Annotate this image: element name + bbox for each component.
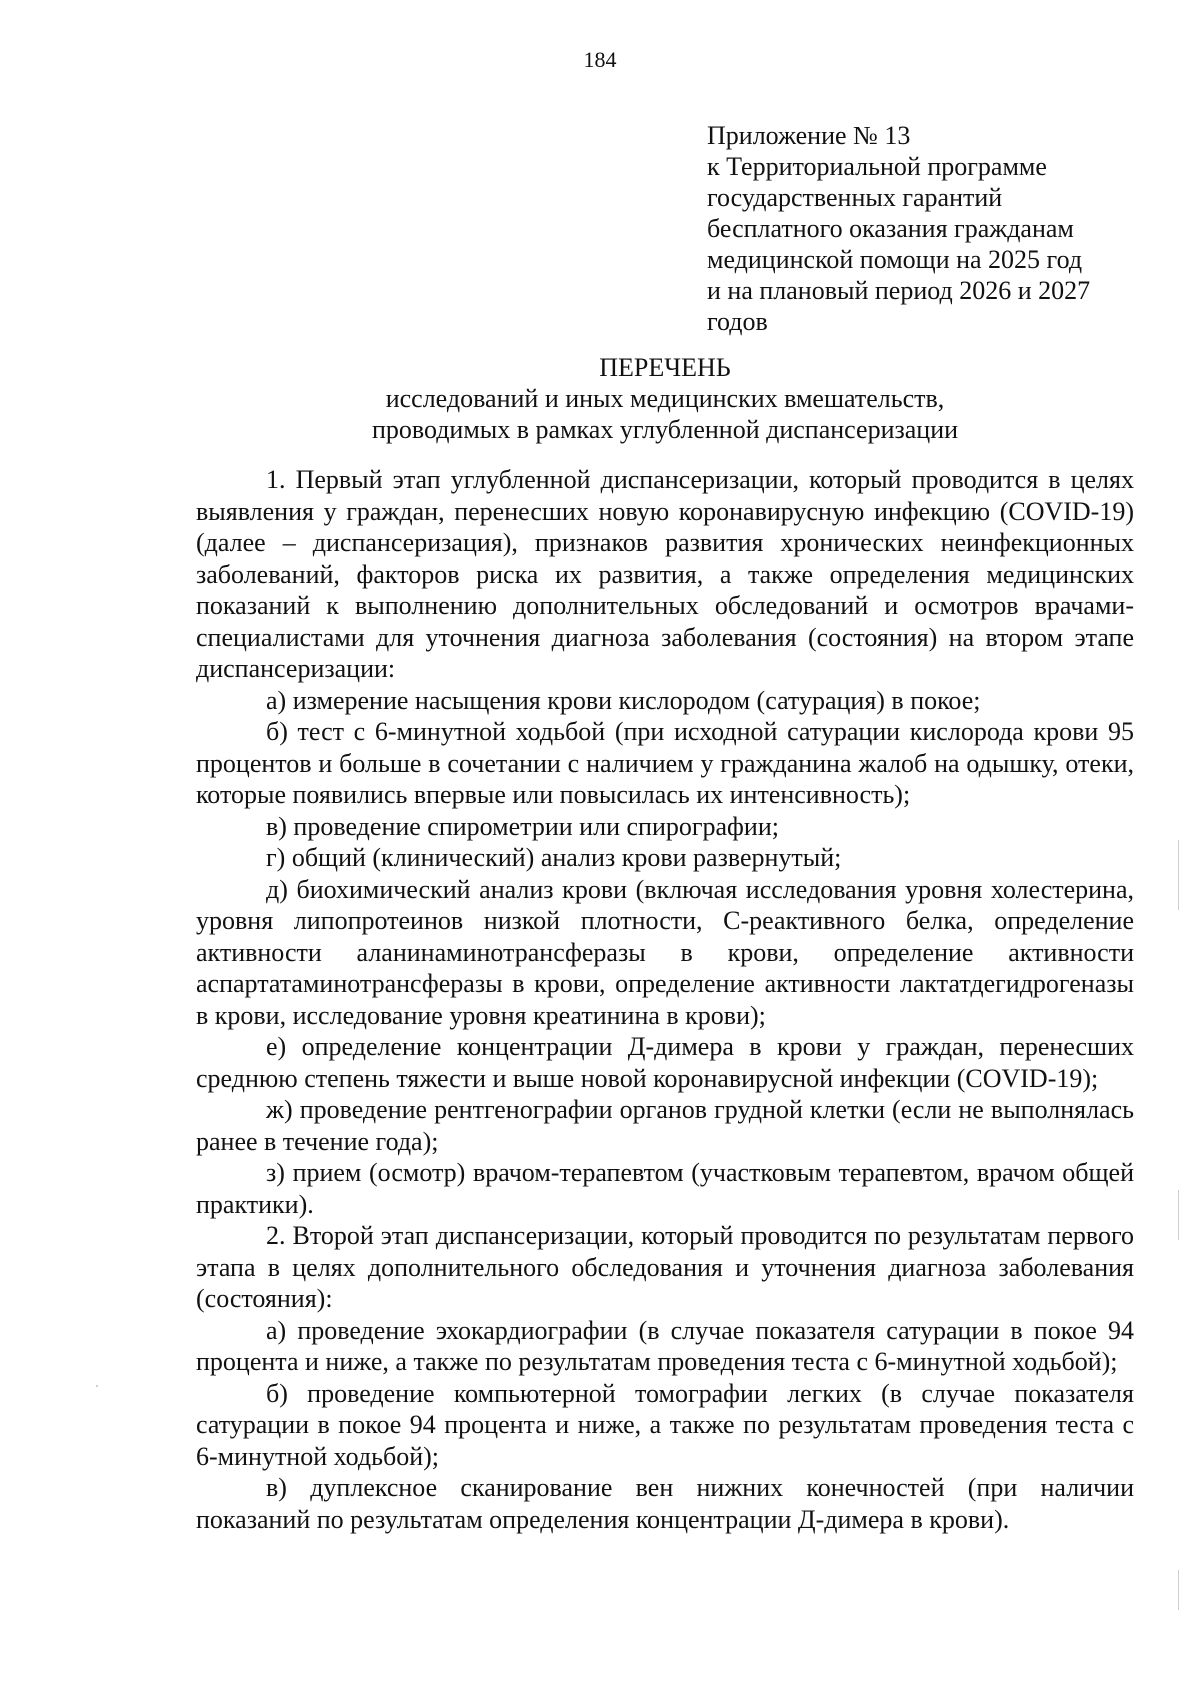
paragraph-item-1a: а) измерение насыщения крови кислородом (сатурация) в покое; <box>266 685 981 715</box>
paragraph-item-1z: з) прием (осмотр) врачом-терапевтом (участковым терапевтом, врачом общей практики). <box>196 1158 1134 1219</box>
scan-artifact <box>96 1385 98 1387</box>
paragraph-item-1b: б) тест с 6-минутной ходьбой (при исходной сатурации кислорода крови 95 процентов и больше в сочетании с наличием у гражданина жалоб на одышку, отеки, которые появились впервые или повысилась их интенсивность); <box>196 717 1134 809</box>
title-heading: ПЕРЕЧЕНЬ <box>599 353 731 382</box>
title-subtitle-line: исследований и иных медицинских вмешательств, <box>385 384 945 413</box>
appendix-line: годов <box>707 307 768 336</box>
appendix-line: к Территориальной программе <box>707 152 1047 181</box>
paragraph-item-2b: б) проведение компьютерной томографии легких (в случае показателя сатурации в покое 94 процента и ниже, а также по результатам проведения теста с 6-минутной ходьбой); <box>196 1378 1134 1471</box>
scan-artifact <box>1178 1190 1179 1240</box>
scan-artifact <box>1178 840 1179 910</box>
appendix-line: государственных гарантий <box>707 183 1003 212</box>
page-number: 184 <box>583 47 617 72</box>
appendix-line: Приложение № 13 <box>707 121 911 150</box>
appendix-line: медицинской помощи на 2025 год <box>707 245 1083 274</box>
document-body <box>196 464 1134 1535</box>
paragraph-item-1e: е) определение концентрации Д-димера в крови у граждан, перенесших среднюю степень тяжести и выше новой коронавирусной инфекции (COVID-19); <box>196 1032 1134 1093</box>
paragraph-item-1zh: ж) проведение рентгенографии органов грудной клетки (если не выполнялась ранее в течение года); <box>196 1095 1134 1156</box>
appendix-line: бесплатного оказания гражданам <box>707 214 1074 243</box>
paragraph-item-2a: а) проведение эхокардиографии (в случае показателя сатурации в покое 94 процента и ниже, а также по результатам проведения теста с 6-минутной ходьбой); <box>196 1315 1134 1376</box>
title-subtitle-line: проводимых в рамках углубленной диспансеризации <box>371 415 959 444</box>
paragraph-item-1g: г) общий (клинический) анализ крови развернутый; <box>266 843 842 872</box>
appendix-line: и на плановый период 2026 и 2027 <box>707 276 1091 305</box>
paragraph-item-2v: в) дуплексное сканирование вен нижних конечностей (при наличии показаний по результатам определения концентрации Д-димера в крови). <box>196 1473 1134 1534</box>
paragraph-stage-2: 2. Второй этап диспансеризации, который проводится по результатам первого этапа в целях дополнительного обследования и уточнения диагноза заболевания (состояния): <box>196 1221 1134 1313</box>
scan-artifact <box>1178 1570 1179 1610</box>
document-title <box>150 352 1180 445</box>
paragraph-item-1v: в) проведение спирометрии или спирографии; <box>266 811 779 841</box>
paragraph-item-1d: д) биохимический анализ крови (включая исследования уровня холестерина, уровня липопротеинов низкой плотности, С-реактивного белка, определение активности аланинаминотрансферазы в крови, определение активности аспартатаминотрансферазы в крови, определение активности лактатдегидрогеназы в крови, исследование уровня креатинина в крови); <box>196 874 1134 1030</box>
appendix-header <box>707 120 1147 337</box>
paragraph-stage-1: 1. Первый этап углубленной диспансеризации, который проводится в целях выявления у граждан, перенесших новую коронавирусную инфекцию (COVID-19) (далее – диспансеризация), признаков развития хронических неинфекционных заболеваний, факторов риска их развития, а также определения медицинских показаний к выполнению дополнительных обследований и осмотров врачами-специалистами для уточнения диагноза заболевания (состояния) на втором этапе диспансеризации: <box>196 465 1134 683</box>
